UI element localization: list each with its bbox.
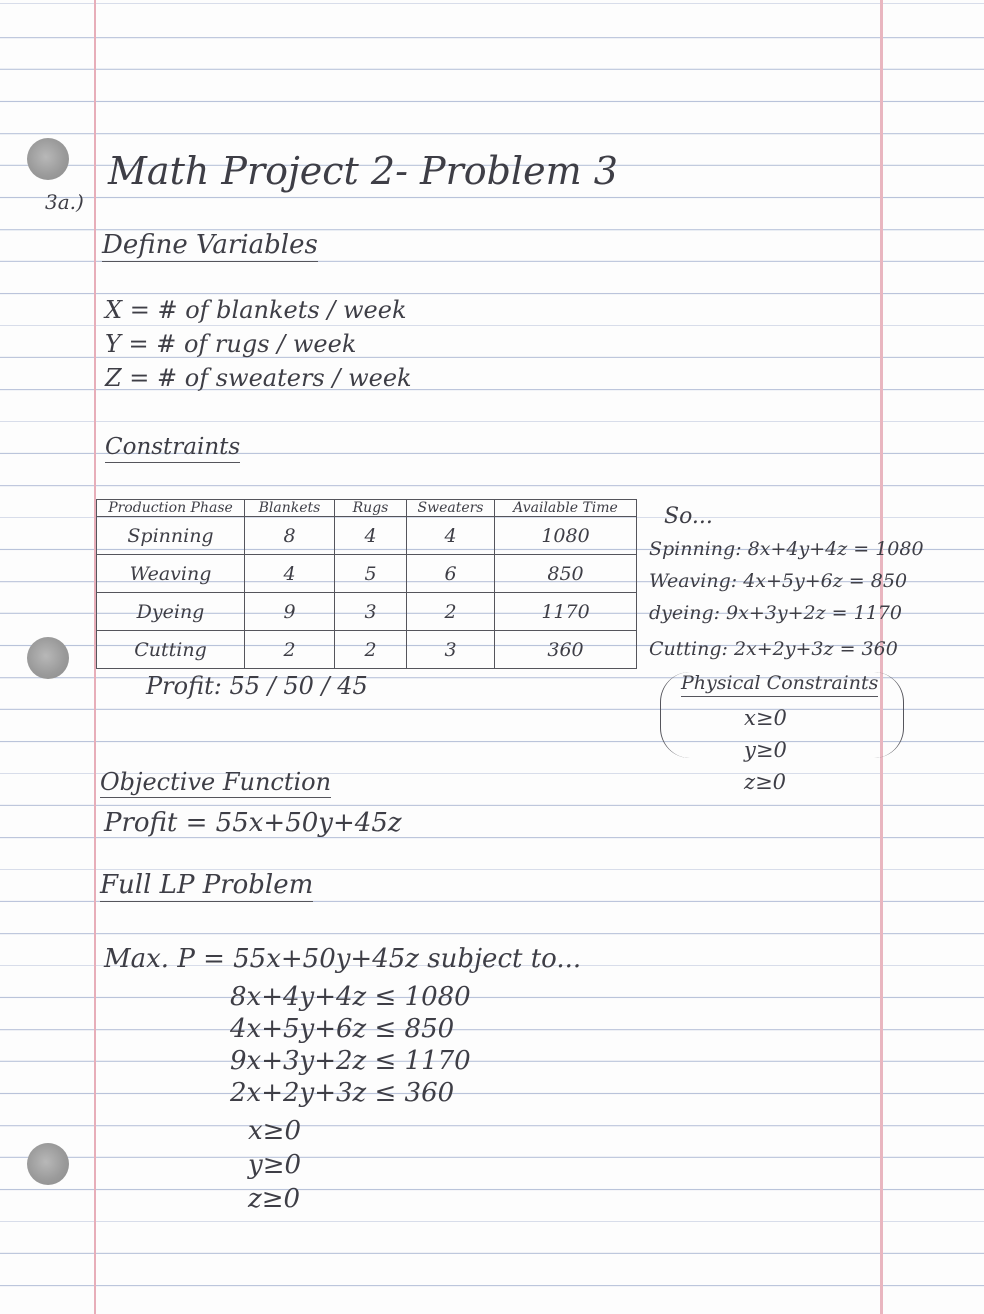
punch-hole-bottom xyxy=(27,1143,69,1185)
table-cell: Cutting xyxy=(97,631,245,669)
table-cell: 1080 xyxy=(495,517,637,555)
variable-y: Y = # of rugs / week xyxy=(105,330,357,358)
page-title: Math Project 2- Problem 3 xyxy=(108,149,618,193)
table-cell: 850 xyxy=(495,555,637,593)
table-cell: 2 xyxy=(407,593,495,631)
lp-constraint-1: 8x+4y+4z ≤ 1080 xyxy=(230,982,471,1012)
table-cell: 8 xyxy=(245,517,335,555)
equation-cutting: Cutting: 2x+2y+3z = 360 xyxy=(649,638,898,660)
constraints-heading: Constraints xyxy=(105,436,240,463)
header-rugs: Rugs xyxy=(335,500,407,517)
max-objective-line: Max. P = 55x+50y+45z subject to... xyxy=(104,944,582,974)
table-header-row xyxy=(97,500,637,517)
so-label: So... xyxy=(664,504,713,529)
table-cell: 2 xyxy=(245,631,335,669)
lp-constraint-3: 9x+3y+2z ≤ 1170 xyxy=(230,1046,471,1076)
objective-function-heading: Objective Function xyxy=(100,768,332,796)
header-available-time: Available Time xyxy=(495,500,637,517)
lp-nonnegativity-z: z≥0 xyxy=(248,1184,301,1214)
profit-row: Profit: 55 / 50 / 45 xyxy=(146,672,368,700)
table-cell: 4 xyxy=(407,517,495,555)
full-lp-heading: Full LP Problem xyxy=(100,870,314,900)
table-cell: 4 xyxy=(335,517,407,555)
lp-nonnegativity-y: y≥0 xyxy=(248,1150,302,1180)
header-sweaters: Sweaters xyxy=(407,500,495,517)
define-variables-heading: Define Variables xyxy=(102,230,318,260)
variable-z: Z = # of sweaters / week xyxy=(105,364,412,392)
table-cell: Weaving xyxy=(97,555,245,593)
table-cell: Dyeing xyxy=(97,593,245,631)
physical-constraints-heading: Physical Constraints xyxy=(681,674,878,697)
physical-constraint-y: y≥0 xyxy=(744,738,787,762)
physical-constraint-x: x≥0 xyxy=(744,706,787,730)
table-cell: 9 xyxy=(245,593,335,631)
equation-weaving: Weaving: 4x+5y+6z = 850 xyxy=(649,570,908,592)
lp-constraint-2: 4x+5y+6z ≤ 850 xyxy=(230,1014,455,1044)
punch-hole-middle xyxy=(27,637,69,679)
table-cell: 3 xyxy=(335,593,407,631)
punch-hole-top xyxy=(27,138,69,180)
table-cell: 360 xyxy=(495,631,637,669)
header-blankets: Blankets xyxy=(245,500,335,517)
lp-constraint-4: 2x+2y+3z ≤ 360 xyxy=(230,1078,455,1108)
physical-constraint-z: z≥0 xyxy=(744,770,787,794)
table-cell: 1170 xyxy=(495,593,637,631)
equation-dyeing: dyeing: 9x+3y+2z = 1170 xyxy=(649,602,902,624)
table-row xyxy=(97,631,637,669)
table-cell: 5 xyxy=(335,555,407,593)
constraints-table xyxy=(96,499,637,669)
table-row xyxy=(97,517,637,555)
objective-equation: Profit = 55x+50y+45z xyxy=(104,808,402,838)
table-cell: 4 xyxy=(245,555,335,593)
table-row xyxy=(97,593,637,631)
part-label: 3a.) xyxy=(45,190,84,214)
table-cell: 2 xyxy=(335,631,407,669)
table-row xyxy=(97,555,637,593)
variable-x: X = # of blankets / week xyxy=(105,296,407,324)
table-cell: Spinning xyxy=(97,517,245,555)
lp-nonnegativity-x: x≥0 xyxy=(248,1116,301,1146)
table-cell: 3 xyxy=(407,631,495,669)
table-cell: 6 xyxy=(407,555,495,593)
header-production-phase: Production Phase xyxy=(97,500,245,517)
equation-spinning: Spinning: 8x+4y+4z = 1080 xyxy=(649,538,924,560)
